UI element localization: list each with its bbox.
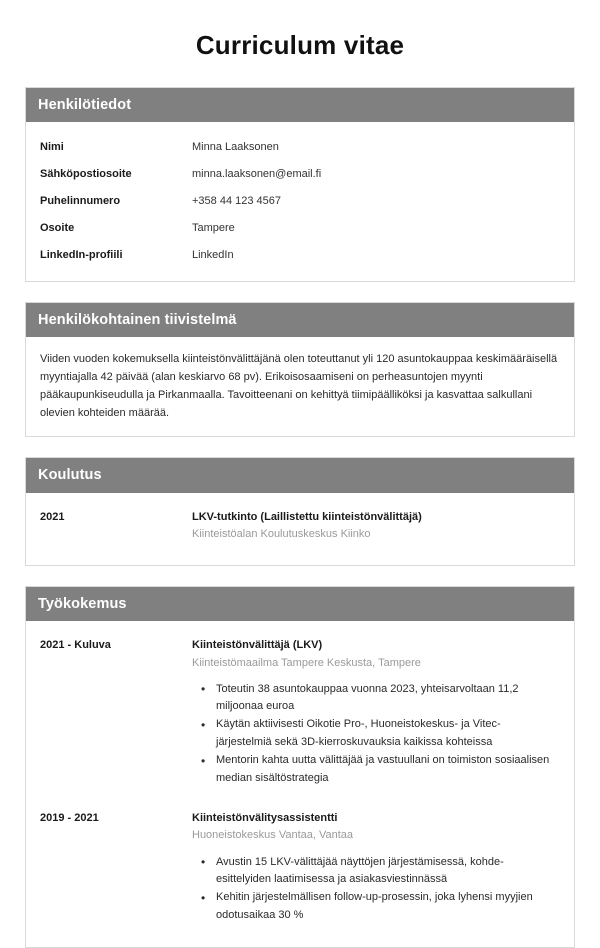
entry-organization: Kiinteistöalan Koulutuskeskus Kiinko <box>192 528 371 540</box>
detail-row <box>26 134 574 161</box>
summary-body <box>26 337 574 436</box>
section-heading-personal-details: Henkilötiedot <box>26 88 574 122</box>
section-education <box>25 457 575 566</box>
detail-label: Nimi <box>40 140 64 153</box>
detail-row <box>26 161 574 188</box>
detail-value-linkedin: LinkedIn <box>192 248 234 261</box>
section-heading-work-experience: Työkokemus <box>26 587 574 621</box>
detail-label: Puhelinnumero <box>40 194 121 207</box>
entry-title: Kiinteistönvälittäjä (LKV) <box>192 639 323 652</box>
detail-value: minna.laaksonen@email.fi <box>192 167 322 180</box>
detail-value: +358 44 123 4567 <box>192 194 282 207</box>
detail-row <box>26 242 574 269</box>
section-heading-summary: Henkilökohtainen tiivistelmä <box>26 303 574 337</box>
entry-bullet: • Toteutin 38 asuntokauppaa vuonna 2023, yhteisarvoltaan 11,2 miljoonaa euroa <box>192 681 550 716</box>
entry-title: Kiinteistönvälitysassistentti <box>192 811 338 824</box>
entry-bullet-list <box>192 681 560 787</box>
entry-bullet: • Kehitin järjestelmällisen follow-up-prosessin, joka lyhensi myyjien odotusaikaa 30 % <box>192 889 550 924</box>
detail-row <box>26 188 574 215</box>
entry-bullet: • Käytän aktiivisesti Oikotie Pro-, Huoneistokeskus- ja Vitec-järjestelmiä sekä 3D-kierroskuvauksia kaikissa kohteissa <box>192 716 550 751</box>
entry-title: LKV-tutkinto (Laillistettu kiinteistönvälittäjä) <box>192 510 422 523</box>
summary-text: Viiden vuoden kokemuksella kiinteistönvälittäjänä olen toteuttanut yli 120 asuntokauppaa keskimääräisellä myyntiajalla 42 päivää (alan keskiarvo 68 pv). Erikoisosaamiseni on perheasuntojen myynti pääkaupunkiseudulla ja Pirkanmaalla. Tavoitteenani on kehittyä tiimipäälliköksi ja kasvattaa salkullani olevien kohteiden määrää. <box>40 353 558 419</box>
detail-label: Osoite <box>40 221 75 234</box>
entry-date: 2019 - 2021 <box>40 811 99 824</box>
entry-date: 2021 <box>40 510 65 523</box>
detail-value: Minna Laaksonen <box>192 140 279 153</box>
entry-bullet: • Avustin 15 LKV-välittäjää näyttöjen järjestämisessä, kohde-esittelyiden laatimisessa ja asiakasviestinnässä <box>192 854 550 889</box>
page-title: Curriculum vitae <box>195 30 405 60</box>
work-experience-body <box>26 621 574 947</box>
section-personal-details <box>25 87 575 282</box>
personal-details-body <box>26 122 574 281</box>
education-entry <box>26 505 574 554</box>
entry-main <box>192 637 560 788</box>
work-entry <box>26 633 574 798</box>
detail-value: Tampere <box>192 221 235 234</box>
entry-bullet: • Mentorin kahta uutta välittäjää ja vastuullani on toimiston sosiaalisen median sisältöstrategia <box>192 752 550 787</box>
detail-row <box>26 215 574 242</box>
entry-organization: Huoneistokeskus Vantaa, Vantaa <box>192 829 354 842</box>
work-entry <box>26 798 574 935</box>
section-summary <box>25 302 575 437</box>
entry-date: 2021 - Kuluva <box>40 639 111 652</box>
entry-main <box>192 509 560 544</box>
section-heading-education: Koulutus <box>26 458 574 492</box>
entry-main <box>192 810 560 925</box>
education-body <box>26 493 574 566</box>
section-work-experience <box>25 586 575 948</box>
detail-label: Sähköpostiosoite <box>40 167 132 180</box>
detail-label: LinkedIn-profiili <box>40 248 123 261</box>
entry-bullet-list <box>192 854 560 925</box>
entry-organization: Kiinteistömaailma Tampere Keskusta, Tampere <box>192 656 421 669</box>
